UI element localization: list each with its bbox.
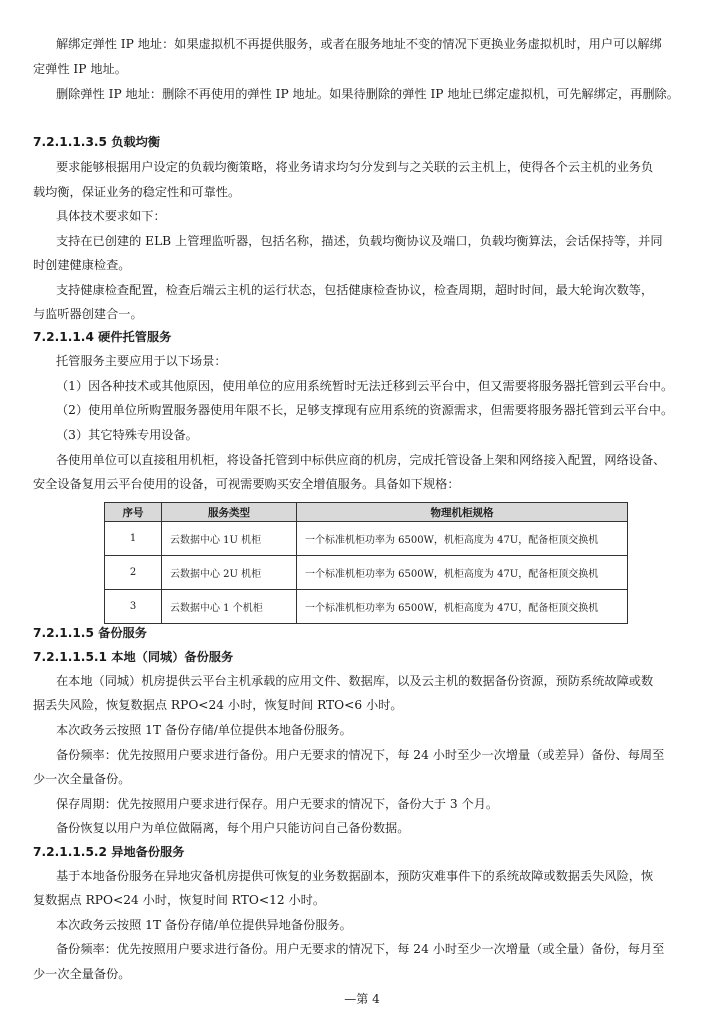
paragraph-unbind-eip: 解绑定弹性 IP 地址：如果虚拟机不再提供服务，或者在服务地址不变的情况下更换业务虚拟机时，用户可以解绑: [56, 37, 662, 51]
paragraph-hw-2: （1）因各种技术或其他原因，使用单位的应用系统暂时无法迁移到云平台中，但又需要将服务器托管到云平台中。: [56, 379, 674, 393]
paragraph-hw-4: （3）其它特殊专用设备。: [56, 428, 198, 442]
table-header-row: [105, 503, 628, 522]
paragraph-lb-3: 具体技术要求如下：: [56, 209, 166, 223]
table-header-cell: 序号: [105, 503, 162, 522]
paragraph-local-4: 备份频率：优先按照用户要求进行备份。用户无要求的情况下，每 24 小时至少一次增量（或差异）备份、每周至: [56, 748, 665, 762]
table-cell: 云数据中心 1U 机柜: [162, 522, 297, 556]
paragraph-lb-6: 支持健康检查配置，检查后端云主机的运行状态，包括健康检查协议，检查周期，超时时间，最大轮询次数等，: [56, 283, 654, 297]
paragraph-remote-5: 少一次全量备份。: [33, 967, 131, 981]
paragraph-local-7: 备份恢复以用户为单位做隔离，每个用户只能访问自己备份数据。: [56, 821, 410, 835]
table-row: [105, 522, 628, 556]
paragraph-hw-5: 各使用单位可以直接租用机柜，将设备托管到中标供应商的机房，完成托管设备上架和网络接入配置，网络设备、: [56, 453, 666, 467]
paragraph-remote-1: 基于本地备份服务在异地灾备机房提供可恢复的业务数据副本，预防灾难事件下的系统故障或数据丢失风险，恢: [56, 869, 654, 883]
cabinet-spec-table: [104, 502, 628, 624]
paragraph-unbind-eip-cont: 定弹性 IP 地址。: [33, 62, 127, 76]
table-cell: 云数据中心 2U 机柜: [162, 556, 297, 590]
table-cell: 3: [105, 590, 162, 624]
paragraph-hw-6: 安全设备复用云平台使用的设备，可视需要购买安全增值服务。具备如下规格：: [33, 477, 460, 491]
paragraph-local-5: 少一次全量备份。: [33, 772, 131, 786]
paragraph-hw-1: 托管服务主要应用于以下场景：: [56, 354, 227, 368]
paragraph-remote-2: 复数据点 RPO<24 小时，恢复时间 RTO<12 小时。: [33, 893, 326, 907]
table-cell: 一个标准机柜功率为 6500W，机柜高度为 47U，配备柜顶交换机: [297, 590, 628, 624]
paragraph-lb-4: 支持在已创建的 ELB 上管理监听器，包括名称，描述，负载均衡协议及端口，负载均衡算法，会话保持等，并同: [56, 234, 663, 248]
paragraph-hw-3: （2）使用单位所购置服务器使用年限不长，足够支撑现有应用系统的资源需求，但需要将服务器托管到云平台中。: [56, 403, 674, 417]
paragraph-local-6: 保存周期：优先按照用户要求进行保存。用户无要求的情况下，备份大于 3 个月。: [56, 797, 499, 811]
heading-local-backup: 7.2.1.1.5.1 本地（同城）备份服务: [33, 650, 234, 664]
paragraph-remote-4: 备份频率：优先按照用户要求进行备份。用户无要求的情况下，每 24 小时至少一次增量（或全量）备份，每月至: [56, 942, 665, 956]
table-cell: 一个标准机柜功率为 6500W，机柜高度为 47U，配备柜顶交换机: [297, 522, 628, 556]
table-cell: 云数据中心 1 个机柜: [162, 590, 297, 624]
paragraph-lb-1: 要求能够根据用户设定的负载均衡策略，将业务请求均匀分发到与之关联的云主机上，使得各个云主机的业务负: [56, 160, 654, 174]
heading-load-balancing: 7.2.1.1.3.5 负载均衡: [33, 135, 161, 149]
paragraph-local-2: 据丢失风险，恢复数据点 RPO<24 小时，恢复时间 RTO<6 小时。: [33, 698, 403, 712]
table-header-cell: 物理机柜规格: [297, 503, 628, 522]
page-number: —第 4: [344, 992, 380, 1006]
heading-hardware-hosting: 7.2.1.1.4 硬件托管服务: [33, 330, 172, 344]
heading-backup-service: 7.2.1.1.5 备份服务: [33, 626, 147, 640]
table-row: [105, 590, 628, 624]
paragraph-delete-eip: 删除弹性 IP 地址：删除不再使用的弹性 IP 地址。如果待删除的弹性 IP 地址已绑定虚拟机，可先解绑定，再删除。: [56, 87, 679, 101]
table-cell: 1: [105, 522, 162, 556]
paragraph-local-3: 本次政务云按照 1T 备份存储/单位提供本地备份服务。: [56, 723, 352, 737]
table-row: [105, 556, 628, 590]
table-cell: 一个标准机柜功率为 6500W，机柜高度为 47U，配备柜顶交换机: [297, 556, 628, 590]
heading-remote-backup: 7.2.1.1.5.2 异地备份服务: [33, 845, 185, 859]
paragraph-remote-3: 本次政务云按照 1T 备份存储/单位提供异地备份服务。: [56, 918, 352, 932]
table-header-cell: 服务类型: [162, 503, 297, 522]
paragraph-lb-5: 时创建健康检查。: [33, 258, 131, 272]
paragraph-lb-7: 与监听器创建合一。: [33, 307, 143, 321]
table-cell: 2: [105, 556, 162, 590]
paragraph-lb-2: 载均衡，保证业务的稳定性和可靠性。: [33, 185, 241, 199]
paragraph-local-1: 在本地（同城）机房提供云平台主机承载的应用文件、数据库，以及云主机的数据备份资源，预防系统故障或数: [56, 674, 654, 688]
